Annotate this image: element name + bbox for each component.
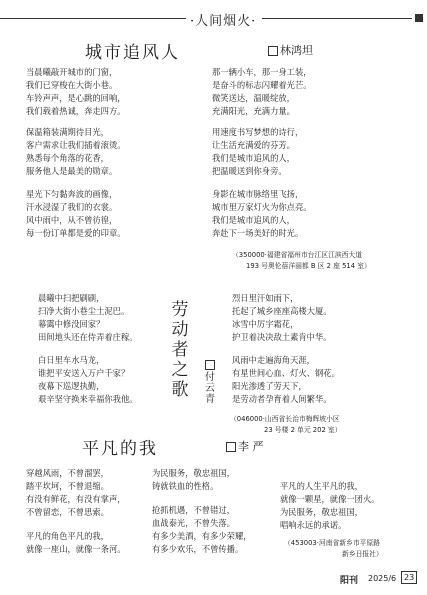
poem2-left-stanza-2 <box>38 354 138 406</box>
poem1-left-stanza-1 <box>26 66 126 118</box>
poem-line: 有多少美酒，有多少荣耀， <box>152 531 252 541</box>
poem-line: 是劳动者孕育着人间繁华。 <box>232 394 332 404</box>
poem3-col2-stanza-2 <box>152 504 252 556</box>
poem-line: 熟悉每个角落的花香， <box>26 153 109 163</box>
poem2-title: 劳动者之歌 <box>171 300 189 400</box>
poem-line: 田间地头还在侍弄着庄稼。 <box>38 332 138 342</box>
poem-line: 我们载着热诚，奔走四方。 <box>26 106 126 116</box>
header-rule-left <box>0 18 186 19</box>
poem-line: 平凡的角色平凡的我， <box>26 531 109 541</box>
poem-line: 用速度书写梦想的诗行， <box>212 127 304 137</box>
poem-line: 白日里车水马龙， <box>38 355 105 365</box>
poem-line: 就像一座山，就像一条河。 <box>26 544 126 554</box>
poem-line: 风中雨中，从不曾彷徨， <box>26 215 118 225</box>
poem-line: 我们已穿梭在大街小巷。 <box>26 80 118 90</box>
poem-line: 谁把平安送入万户千家？ <box>38 368 130 378</box>
poem-line: 幕霭中修没回家？ <box>38 319 105 329</box>
poem-line: 微笑送达，温暖绽放， <box>212 93 295 103</box>
poem-line: 充满阳光，充满力量。 <box>212 106 295 116</box>
poem-line: 是奋斗的标志闪耀着光芒。 <box>212 80 312 90</box>
poem1-left-stanza-3 <box>26 188 126 240</box>
poem-line: 我们是城市追风的人， <box>212 215 295 225</box>
poem1-address <box>232 250 371 272</box>
poem-line: 穿越风雨，不曾溜罢， <box>26 468 109 478</box>
column-title: ·人间烟火· <box>190 14 257 29</box>
poem-line: 就像一颗星，就像一团火。 <box>280 494 380 504</box>
poem-line: 汗水浸湿了我们的衣裳。 <box>26 202 118 212</box>
poem-line: 把温暖送到你身旁。 <box>212 166 287 176</box>
poem3-col1-stanza-2 <box>26 530 126 556</box>
poem3-address <box>284 538 383 560</box>
author-box-icon <box>226 442 236 452</box>
poem1-right-stanza-2 <box>212 126 303 178</box>
poem-line: 有没有鲜花，有没有掌声， <box>26 494 126 504</box>
address-line: （350000·福建省福州市台江区江滨西大道 <box>232 251 363 259</box>
poem-line: 冰雪中厉宇霜花， <box>232 319 299 329</box>
poem3-col2-stanza-1 <box>152 467 235 493</box>
poem1-left-stanza-2 <box>26 126 126 178</box>
poem2-author-text: 付云青 <box>205 372 215 405</box>
poem-line: 平凡的人生平凡的我， <box>280 481 363 491</box>
poem-line: 让生活充满爱的芬芳。 <box>212 140 295 150</box>
poem-line: 踏平坎坷，不曾退缩。 <box>26 481 109 491</box>
page-header <box>0 0 427 36</box>
poem1-right-stanza-1 <box>212 66 312 118</box>
poem3-col1-stanza-1 <box>26 467 126 519</box>
poem-line: 风雨中走遍海角天涯， <box>232 355 315 365</box>
poem-line: 奔赴下一场美好的时光。 <box>212 228 304 238</box>
poem-line: 血战泰光，不曾失落。 <box>152 518 235 528</box>
poem1-author: 林鸿坦 <box>268 42 313 58</box>
poem-line: 那一辆小车，那一身工装， <box>212 67 312 77</box>
address-line: 23 号楼 2 单元 202 室） <box>264 426 342 434</box>
poem-line: 为民服务，敬忠祖国， <box>152 468 235 478</box>
poem-line: 有星世间心血、灯火、钢花。 <box>232 368 340 378</box>
poem-line: 保温箱装满期待目光， <box>26 127 109 137</box>
poem3-title: 平凡的我 <box>82 439 158 459</box>
poem1-right-stanza-3 <box>212 188 312 240</box>
poem-line: 护卫着决决敌土素肯中华。 <box>232 332 332 342</box>
poem-line: 托起了城乡座座高楼大厦。 <box>232 306 332 316</box>
poem2-right-stanza-1 <box>232 292 332 344</box>
poem2-right-stanza-2 <box>232 354 340 406</box>
poem-line: 扫净大街小巷尘土泥巴。 <box>38 306 130 316</box>
poem-line: 抢抓机遇，不曾错过， <box>152 505 235 515</box>
poem-line: 客户需求让我们插着滚烫。 <box>26 140 126 150</box>
poem-line: 当晨曦敲开城市的门窗， <box>26 67 118 77</box>
poem-line: 烈日里汗如雨下， <box>232 293 299 303</box>
poem-line: 晨曦中扫把刷刷， <box>38 293 105 303</box>
page-number: 23 <box>401 571 417 584</box>
author-box-icon <box>268 46 278 56</box>
poem-line: 为民服务，敬忠祖国， <box>280 507 363 517</box>
poem-line: 城市里万家灯火为你点亮。 <box>212 202 312 212</box>
poem-line: 我们是城市追风的人， <box>212 153 295 163</box>
poem-line: 车铃声声，是心跳的回响， <box>26 93 126 103</box>
poem3-col3-stanza-1 <box>280 480 380 532</box>
address-line: （046000·山西省长治市梅辉坡小区 <box>230 415 340 423</box>
poem3-author: 李 严 <box>226 438 264 454</box>
poem2-author <box>204 360 216 405</box>
poem2-left-stanza-1 <box>38 292 138 344</box>
address-line: 193 号奥伦蓓洋丽都 B 区 2 座 514 室） <box>246 262 371 270</box>
poem-line: 身影在城市脉络里飞扬， <box>212 189 304 199</box>
poem-line: 每一份订单都是爱的印章。 <box>26 228 126 238</box>
poem-line: 唱响永远的承诺。 <box>280 520 347 530</box>
address-line: 新乡日报社） <box>342 550 383 558</box>
poem2-address <box>230 414 342 436</box>
poem-line: 铸就铁血的性格。 <box>152 481 219 491</box>
magazine-name: 阳刊 <box>340 576 359 586</box>
poem-line: 星光下匀黏奔波的画像， <box>26 189 118 199</box>
poem-line: 服务他人是最美的勋章。 <box>26 166 118 176</box>
author-box-icon <box>205 360 215 370</box>
poem-line: 有多少欢乐，不曾传播。 <box>152 544 244 554</box>
address-line: （453003·河南省新乡市平原路 <box>284 539 381 547</box>
poem-line: 不曾留恋，不曾思索。 <box>26 507 109 517</box>
issue-date: 2025/6 <box>368 574 397 583</box>
corner-mark <box>415 14 423 22</box>
poem-line: 阳光渗透了劳天下， <box>232 381 307 391</box>
header-rule-right <box>262 18 412 19</box>
poem1-title: 城市追风人 <box>85 43 180 63</box>
poem-line: 夜幕下巡逻执勤， <box>38 381 105 391</box>
poem-line: 艰辛坚守换来幸福你我他。 <box>38 394 138 404</box>
